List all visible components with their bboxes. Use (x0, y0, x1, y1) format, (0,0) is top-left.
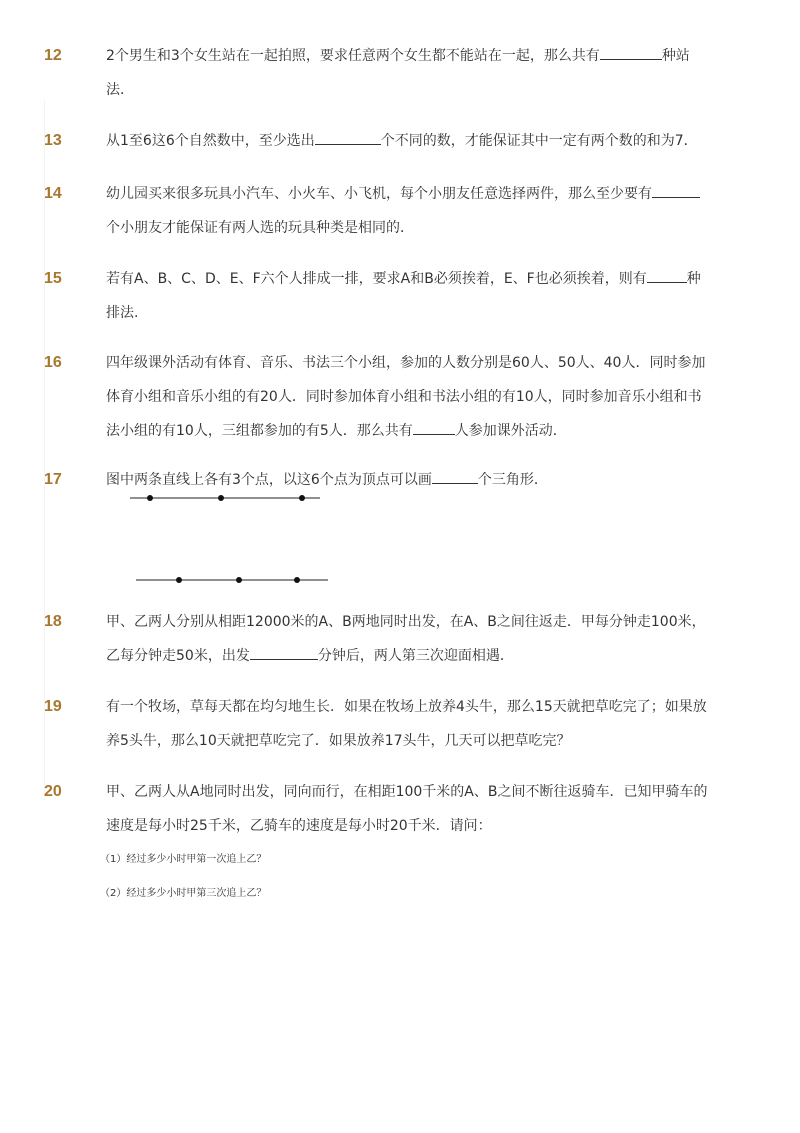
point (236, 577, 242, 583)
question-text: 2个男生和3个女生站在一起拍照，要求任意两个女生都不能站在一起，那么共有 种站 法． (106, 39, 714, 107)
question-number: 16 (44, 354, 62, 371)
sub-question-2: （2）经过多少小时甲第三次追上乙？ (100, 888, 267, 899)
answer-blank[interactable] (413, 420, 455, 435)
sub-question-1: （1）经过多少小时甲第一次追上乙？ (100, 854, 267, 865)
question-text: 从1至6这6个自然数中，至少选出 个不同的数，才能保证其中一定有两个数的和为7． (106, 124, 714, 158)
question-number: 14 (44, 185, 62, 202)
question-number: 20 (44, 783, 62, 800)
answer-blank[interactable] (432, 469, 478, 484)
answer-blank[interactable] (250, 645, 318, 660)
answer-blank[interactable] (647, 268, 687, 283)
question-number: 12 (44, 47, 62, 64)
question-number: 18 (44, 613, 62, 630)
question-text: 四年级课外活动有体育、音乐、书法三个小组，参加的人数分别是60人、50人、40人．同时参加 体育小组和音乐小组的有20人．同时参加体育小组和书法小组的有10人，同时参加音乐小组和书 法小组的有10人，三组都参加的有5人．那么共有 人参加课外活动． (106, 355, 706, 439)
answer-blank[interactable] (315, 130, 381, 145)
question-text: 有一个牧场，草每天都在均匀地生长．如果在牧场上放养4头牛，那么15天就把草吃完了；如果放 养5头牛，那么10天就把草吃完了．如果放养17头牛，几天可以把草吃完？ (106, 699, 707, 749)
question-number: 15 (44, 270, 62, 287)
question-number: 17 (44, 471, 62, 488)
question-text: 图中两条直线上各有3个点，以这6个点为顶点可以画 个三角形． (106, 463, 714, 497)
question-text: 幼儿园买来很多玩具小汽车、小火车、小飞机，每个小朋友任意选择两件，那么至少要有 个小朋友才能保证有两人选的玩具种类是相同的． (106, 177, 714, 245)
point (294, 577, 300, 583)
question-number: 13 (44, 132, 62, 149)
question-text: 甲、乙两人从A地同时出发，同向而行，在相距100千米的A、B之间不断往返骑车．已知甲骑车的 速度是每小时25千米，乙骑车的速度是每小时20千米．请问： （1）经过多少小时甲第一次追上乙？ （2）经过多少小时甲第三次追上乙？ (106, 775, 714, 911)
answer-blank[interactable] (600, 45, 662, 60)
question-number: 19 (44, 698, 62, 715)
question-text: 若有A、B、C、D、E、F六个人排成一排，要求A和B必须挨着，E、F也必须挨着，则有 种 排法. (106, 262, 714, 330)
answer-blank[interactable] (652, 183, 700, 198)
point (176, 577, 182, 583)
question-text: 甲、乙两人分别从相距12000米的A、B两地同时出发，在A、B之间往返走．甲每分钟走100米， 乙每分钟走50米，出发 分钟后，两人第三次迎面相遇． (106, 614, 706, 664)
left-margin-rule (44, 100, 45, 800)
